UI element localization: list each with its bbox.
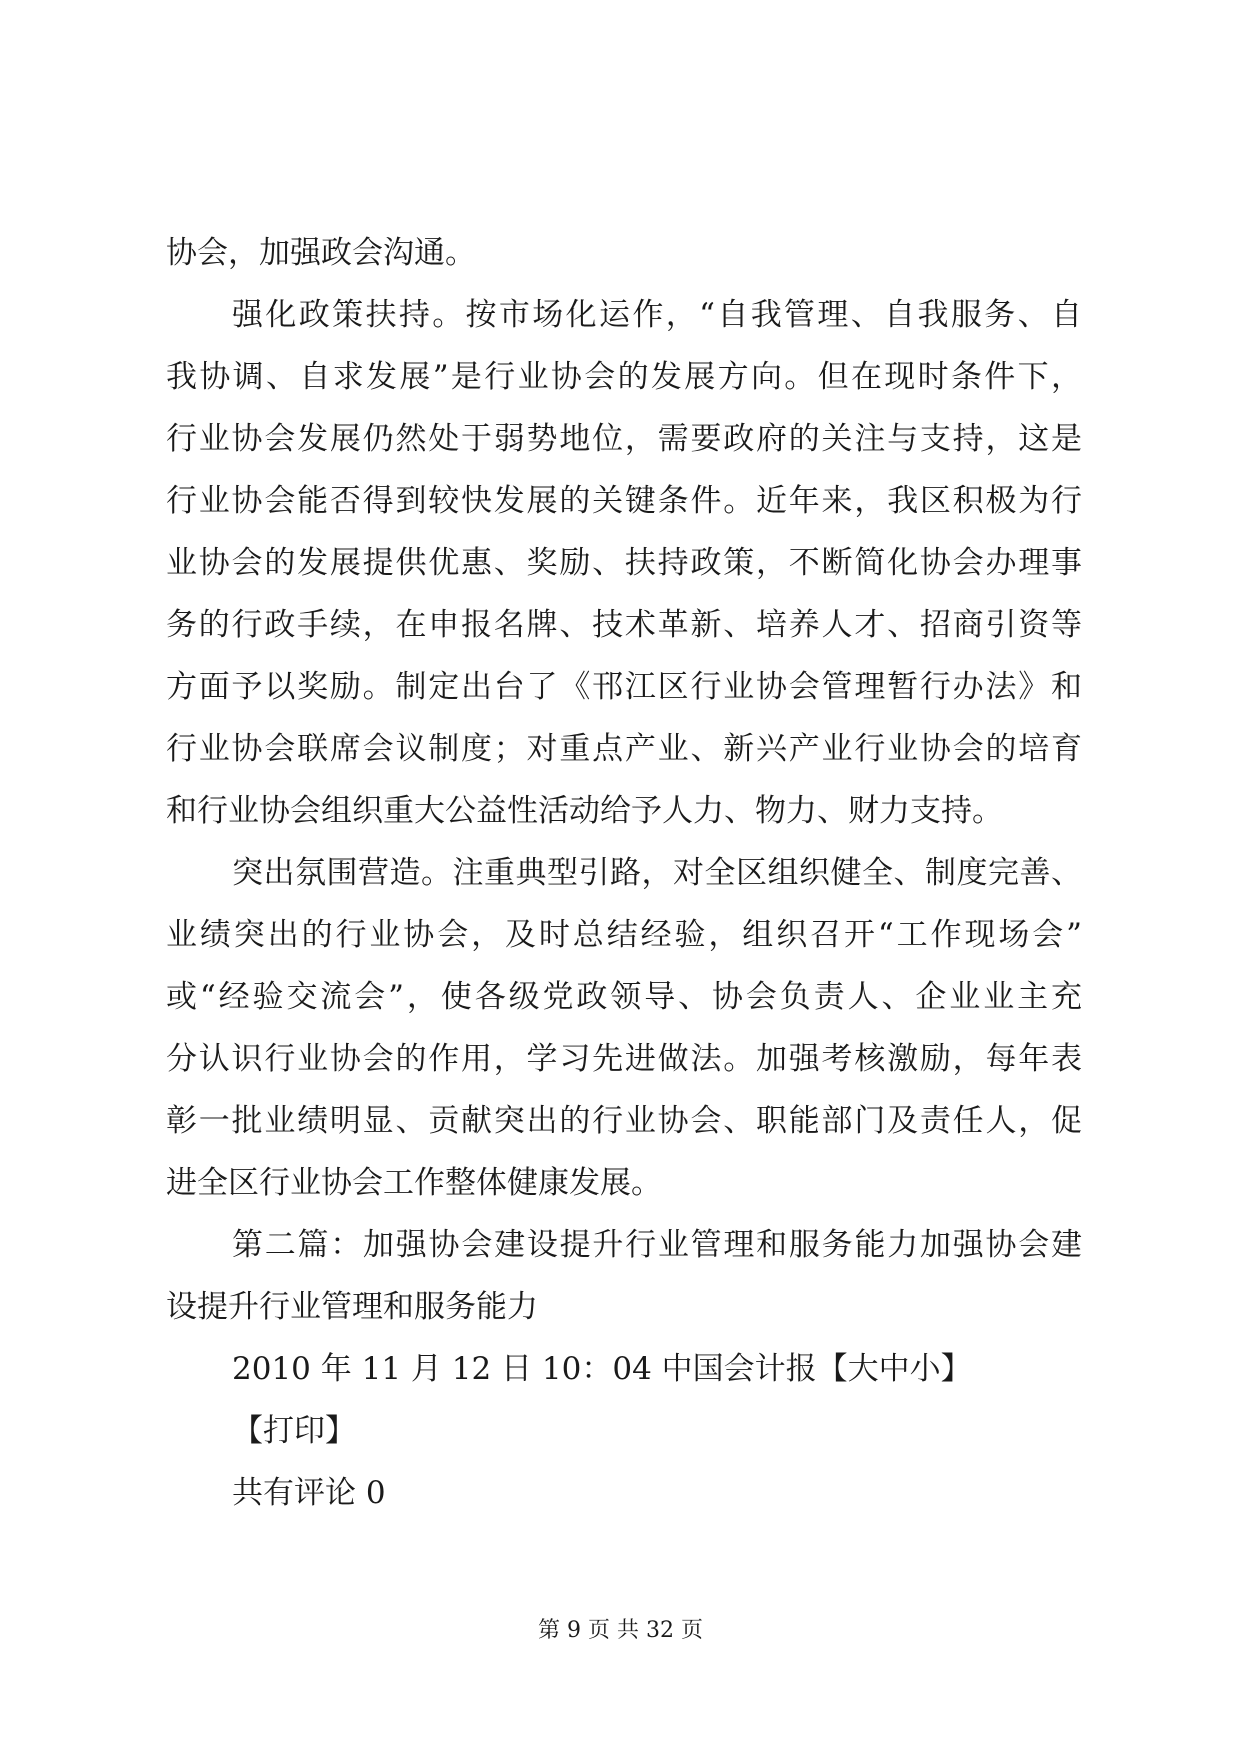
paragraph-policy-line: 和行业协会组织重大公益性活动给予人力、物力、财力支持。 bbox=[166, 793, 1003, 829]
paragraph-policy-line: 行业协会发展仍然处于弱势地位，需要政府的关注与支持，这是 bbox=[166, 421, 1082, 457]
paragraph-continuation-line: 协会，加强政会沟通。 bbox=[166, 235, 476, 271]
paragraph-policy-line: 行业协会能否得到较快发展的关键条件。近年来，我区积极为行 bbox=[166, 483, 1082, 519]
paragraph-policy-line: 业协会的发展提供优惠、奖励、扶持政策，不断简化协会办理事 bbox=[166, 545, 1082, 581]
paragraph-policy-line: 我协调、自求发展”是行业协会的发展方向。但在现时条件下， bbox=[166, 359, 1082, 395]
paragraph-atmosphere-line: 彰一批业绩明显、贡献突出的行业协会、职能部门及责任人，促 bbox=[166, 1103, 1082, 1139]
paragraph-policy-line: 方面予以奖励。制定出台了《邗江区行业协会管理暂行办法》和 bbox=[166, 669, 1082, 705]
page-footer-number: 第 9 页 共 32 页 bbox=[538, 1618, 703, 1643]
print-link: 【打印】 bbox=[232, 1413, 356, 1449]
paragraph-atmosphere-line: 分认识行业协会的作用，学习先进做法。加强考核激励，每年表 bbox=[166, 1041, 1082, 1077]
paragraph-policy-line: 行业协会联席会议制度；对重点产业、新兴产业行业协会的培育 bbox=[166, 731, 1082, 767]
comment-count: 共有评论 0 bbox=[232, 1475, 386, 1511]
document-body bbox=[166, 222, 1082, 1524]
paragraph-policy-line: 强化政策扶持。按市场化运作，“自我管理、自我服务、自 bbox=[232, 297, 1082, 333]
paragraph-policy-line: 务的行政手续，在申报名牌、技术革新、培养人才、招商引资等 bbox=[166, 607, 1082, 643]
paragraph-atmosphere-line: 业绩突出的行业协会，及时总结经验，组织召开“工作现场会” bbox=[166, 917, 1082, 953]
paragraph-atmosphere-line: 突出氛围营造。注重典型引路，对全区组织健全、制度完善、 bbox=[232, 855, 1082, 891]
section-heading-line: 设提升行业管理和服务能力 bbox=[166, 1289, 538, 1325]
article-dateline: 2010 年 11 月 12 日 10：04 中国会计报【大中小】 bbox=[232, 1351, 972, 1387]
paragraph-atmosphere-line: 或“经验交流会”，使各级党政领导、协会负责人、企业业主充 bbox=[166, 979, 1082, 1015]
paragraph-atmosphere-line: 进全区行业协会工作整体健康发展。 bbox=[166, 1165, 662, 1201]
section-heading-line: 第二篇：加强协会建设提升行业管理和服务能力加强协会建 bbox=[232, 1227, 1082, 1263]
